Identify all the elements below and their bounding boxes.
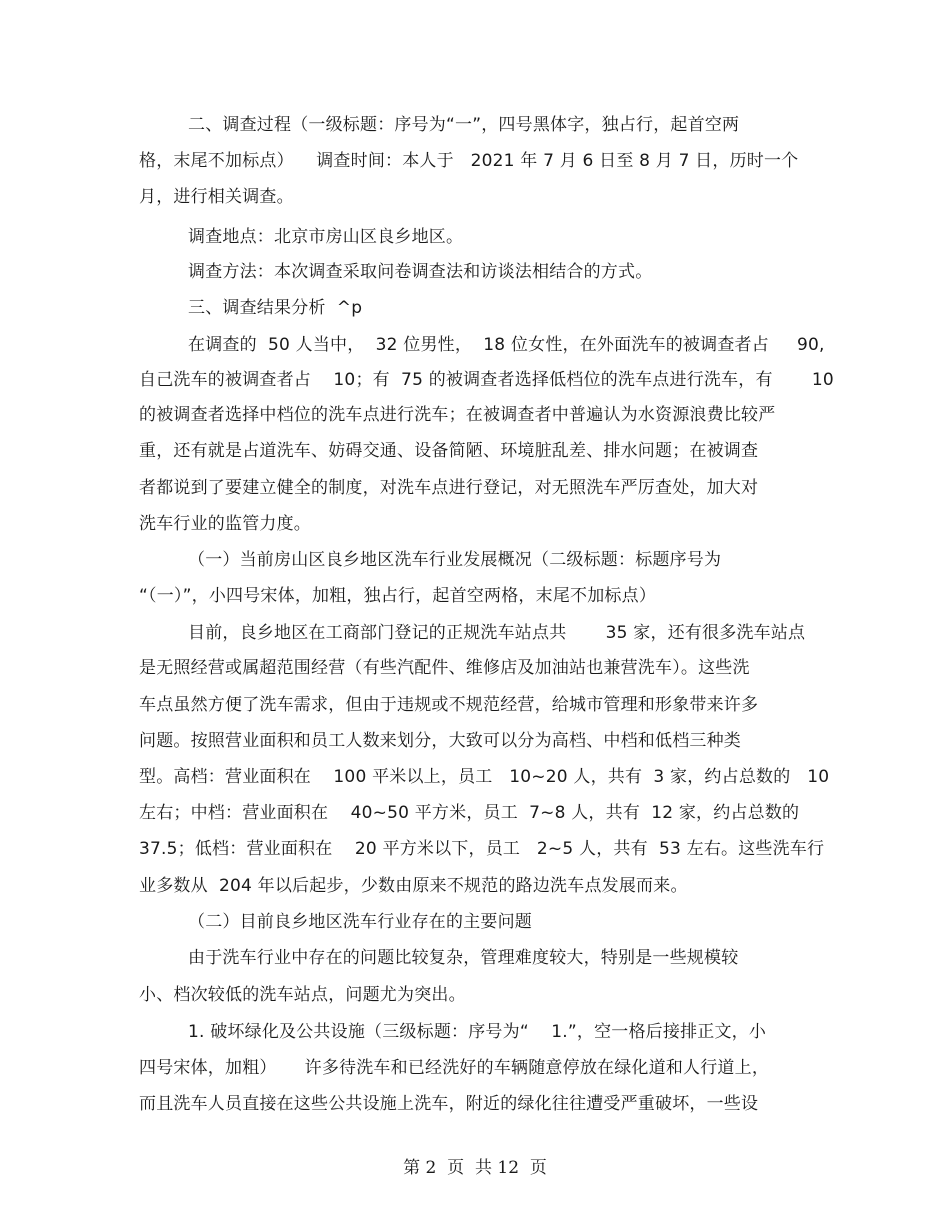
text-line: 格，末尾不加标点） 调查时间：本人于 2021 年 7 月 6 日至 8 月 7 日，历时一个: [139, 151, 799, 171]
section-heading: （二）目前良乡地区洗车行业存在的主要问题: [188, 912, 532, 932]
text-line: 左右；中档：营业面积在 40~50 平方米，员工 7~8 人，共有 12 家，约占总数的: [139, 803, 800, 823]
text-line: 是无照经营或属超范围经营（有些汽配件、维修店及加油站也兼营洗车）。这些洗: [139, 658, 750, 678]
text-line: 由于洗车行业中存在的问题比较复杂，管理难度较大，特别是一些规模较: [188, 948, 739, 968]
text-line: 型。高档：营业面积在 100 平米以上，员工 10~20 人，共有 3 家，约占总数的 10: [139, 767, 830, 787]
text-line: 者都说到了要建立健全的制度，对洗车点进行登记，对无照洗车严厉查处，加大对: [139, 478, 759, 498]
text-line: 重，还有就是占道洗车、妨碍交通、设备简陋、环境脏乱差、排水问题；在被调查: [139, 441, 759, 461]
section-heading: “（一）”，小四号宋体，加粗，独占行，起首空两格，末尾不加标点）: [139, 586, 657, 606]
text-line: 二、调查过程（一级标题：序号为“一”，四号黑体字，独占行，起首空两: [188, 115, 740, 135]
text-line: 调查方法：本次调查采取问卷调查法和访谈法相结合的方式。: [188, 262, 653, 282]
text-line: 四号宋体，加粗） 许多待洗车和已经洗好的车辆随意停放在绿化道和人行道上，: [139, 1058, 770, 1078]
text-line: 洗车行业的监管力度。: [139, 514, 311, 534]
section-heading: （一）当前房山区良乡地区洗车行业发展概况（二级标题：标题序号为: [188, 550, 722, 570]
subsection-heading: 1. 破坏绿化及公共设施（三级标题：序号为“ 1.”，空一格后接排正文，小: [188, 1022, 767, 1042]
text-line: 37.5；低档：营业面积在 20 平方米以下，员工 2~5 人，共有 53 左右。这些洗车行: [139, 839, 825, 859]
text-line: 业多数从 204 年以后起步，少数由原来不规范的路边洗车点发展而来。: [139, 876, 688, 896]
text-line: 车点虽然方便了洗车需求，但由于违规或不规范经营，给城市管理和形象带来许多: [139, 695, 759, 715]
text-line: 小、档次较低的洗车站点，问题尤为突出。: [139, 985, 466, 1005]
text-line: 而且洗车人员直接在这些公共设施上洗车，附近的绿化往往遭受严重破坏，一些设: [139, 1094, 759, 1114]
page-number: 第 2 页 共 12 页: [403, 1158, 547, 1178]
text-line: 的被调查者选择中档位的洗车点进行洗车；在被调查者中普遍认为水资源浪费比较严: [139, 405, 776, 425]
text-line: 调查地点：北京市房山区良乡地区。: [188, 227, 464, 247]
text-line: 三、调查结果分析 ^p: [188, 298, 363, 318]
text-line: 自己洗车的被调查者占 10；有 75 的被调查者选择低档位的洗车点进行洗车，有 10: [139, 370, 834, 390]
text-line: 月，进行相关调查。: [139, 187, 294, 207]
text-line: 问题。按照营业面积和员工人数来划分，大致可以分为高档、中档和低档三种类: [139, 731, 741, 751]
text-line: 目前，良乡地区在工商部门登记的正规洗车站点共 35 家，还有很多洗车站点: [188, 623, 806, 643]
text-line: 在调查的 50 人当中， 32 位男性， 18 位女性，在外面洗车的被调查者占 90,: [188, 335, 825, 355]
